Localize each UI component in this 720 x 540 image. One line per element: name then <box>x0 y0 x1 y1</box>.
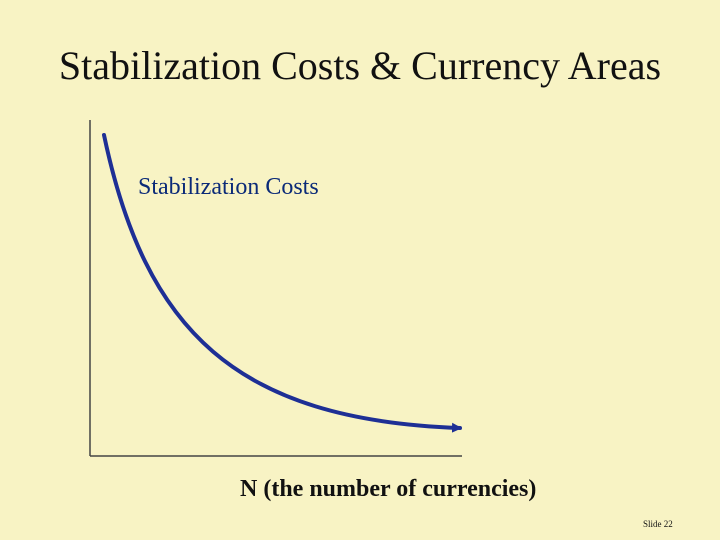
slide-number: Slide 22 <box>643 519 673 529</box>
curve-label: Stabilization Costs <box>138 174 319 200</box>
slide-title: Stabilization Costs & Currency Areas <box>58 43 662 88</box>
x-axis-label: N (the number of currencies) <box>240 476 537 502</box>
